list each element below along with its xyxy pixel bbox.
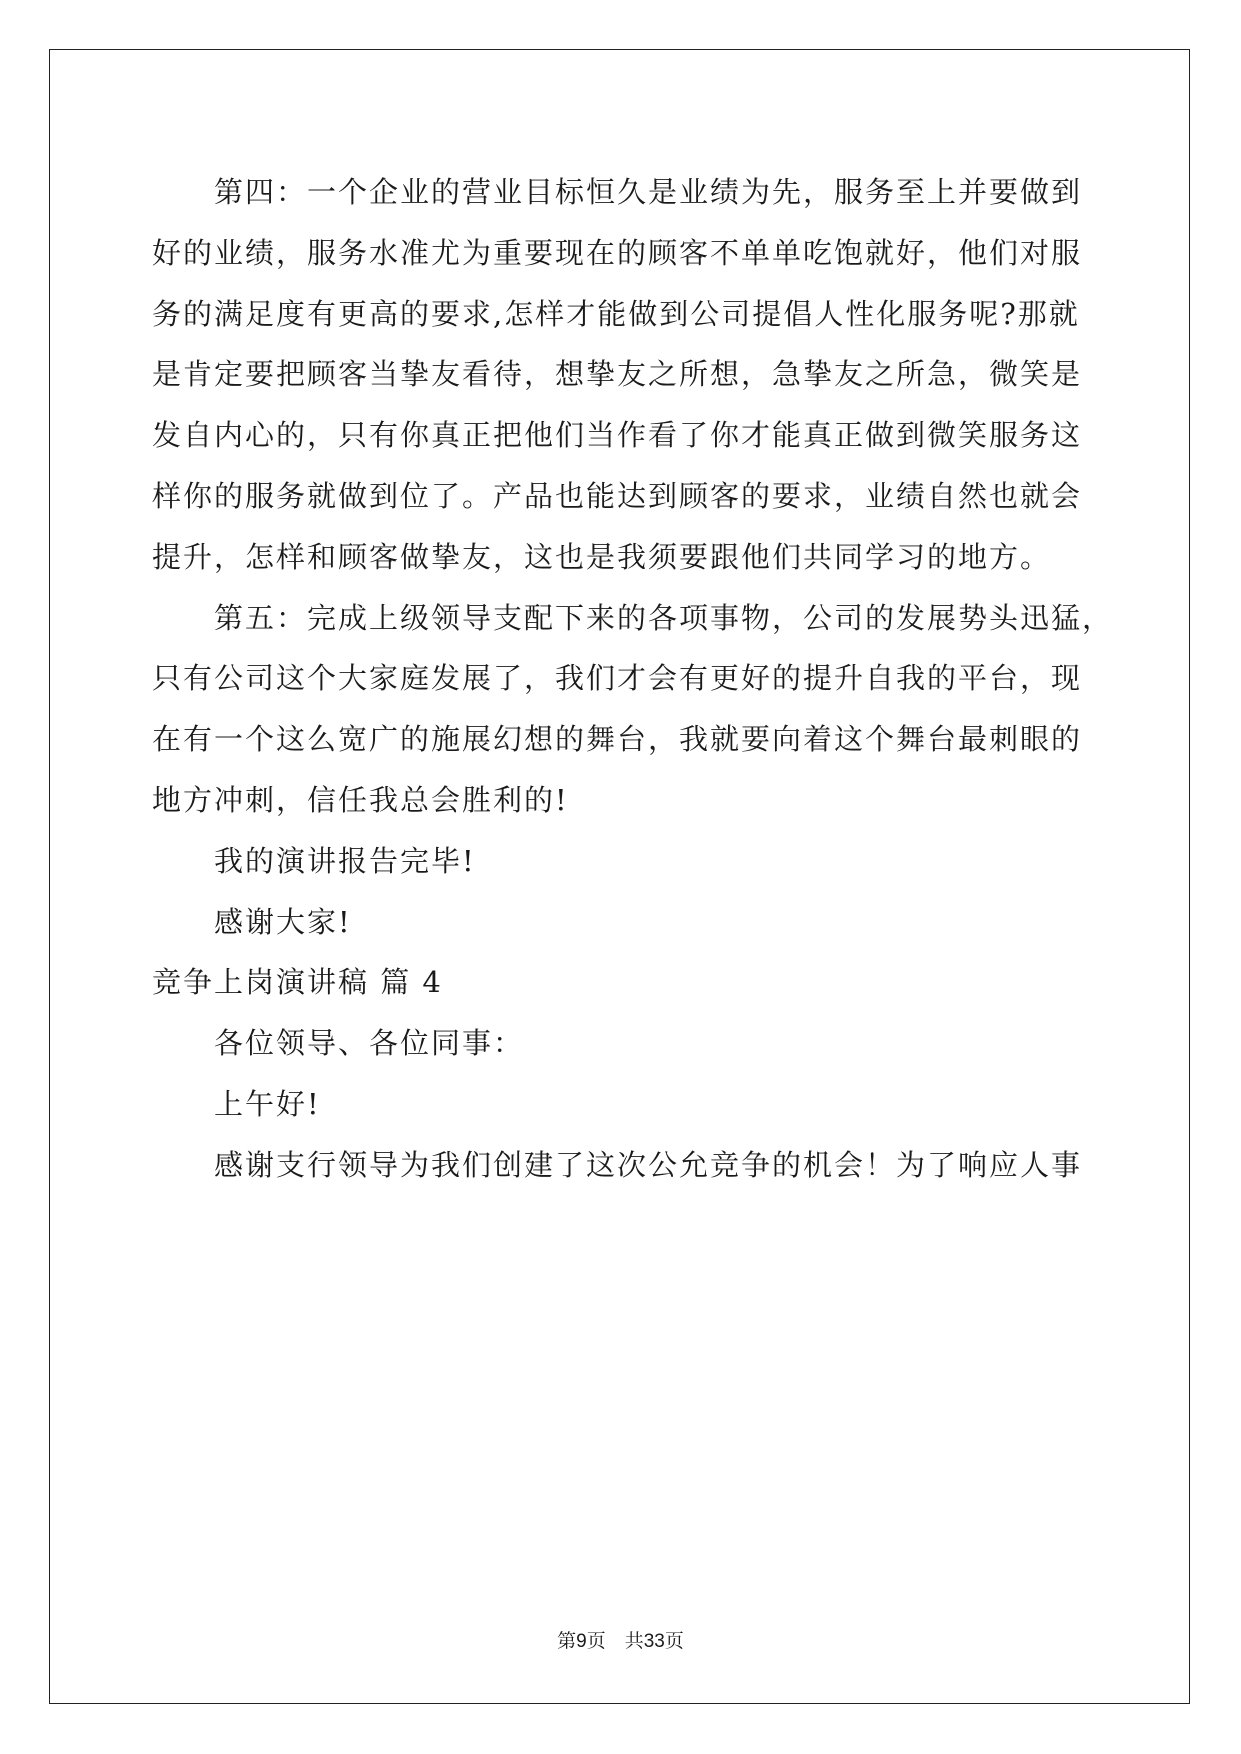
- text-line: 发自内心的，只有你真正把他们当作看了你才能真正做到微笑服务这: [152, 418, 1083, 453]
- text-line: 只有公司这个大家庭发展了，我们才会有更好的提升自我的平台，现: [152, 661, 1083, 696]
- text-line: 提升，怎样和顾客做挚友，这也是我须要跟他们共同学习的地方。: [152, 539, 1052, 574]
- footer-suffix: 页: [664, 1630, 684, 1652]
- text-line: 务的满足度有更高的要求,怎样才能做到公司提倡人性化服务呢?那就: [152, 296, 1080, 331]
- text-line: 在有一个这么宽广的施展幻想的舞台，我就要向着这个舞台最刺眼的: [152, 722, 1083, 757]
- document-body: [152, 162, 1114, 1196]
- page-footer: [0, 1626, 1241, 1653]
- footer-prefix: 第: [557, 1630, 577, 1652]
- total-pages: 33: [643, 1631, 665, 1652]
- text-line: 上午好!: [214, 1086, 321, 1121]
- text-line: 第五：完成上级领导支配下来的各项事物，公司的发展势头迅猛，: [214, 600, 1114, 635]
- text-line: 第四：一个企业的营业目标恒久是业绩为先，服务至上并要做到: [214, 175, 1083, 209]
- text-line: 感谢大家!: [214, 904, 352, 939]
- text-line: 各位领导、各位同事：: [214, 1026, 525, 1061]
- text-line: 样你的服务就做到位了。产品也能达到顾客的要求，业绩自然也就会: [152, 478, 1083, 513]
- text-line: 好的业绩，服务水准尤为重要现在的顾客不单单吃饱就好，他们对服: [152, 235, 1083, 270]
- text-line: 是肯定要把顾客当挚友看待，想挚友之所想，急挚友之所急，微笑是: [152, 357, 1083, 392]
- text-line: 竞争上岗演讲稿 篇 4: [152, 965, 443, 1000]
- page-number: 9: [576, 1631, 587, 1652]
- text-line: 地方冲刺，信任我总会胜利的!: [152, 782, 569, 817]
- text-line: 感谢支行领导为我们创建了这次公允竞争的机会！为了响应人事: [214, 1147, 1083, 1182]
- text-line: 我的演讲报告完毕!: [214, 843, 476, 878]
- footer-mid: 页 共: [586, 1630, 644, 1652]
